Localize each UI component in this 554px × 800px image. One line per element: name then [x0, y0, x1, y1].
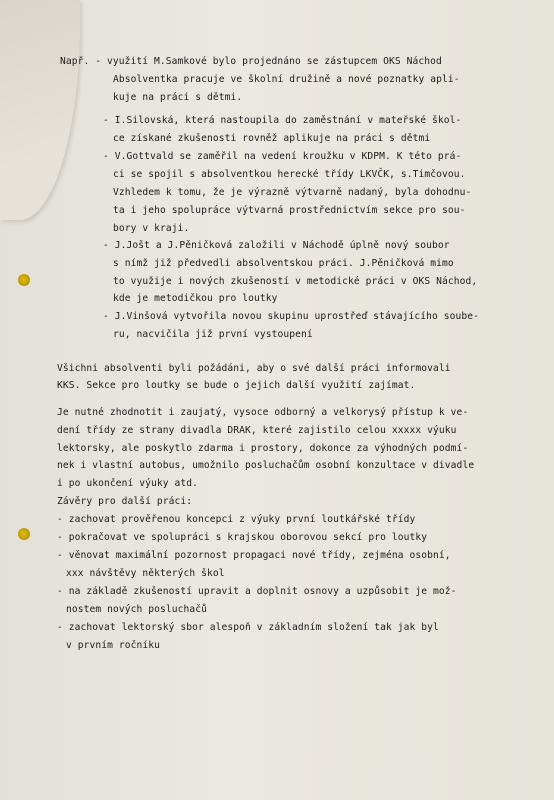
- text-line: - zachovat lektorský sbor alespoň v základním složení tak jak byl: [57, 622, 439, 633]
- text-line: to využije i nových zkušeností v metodické práci v OKS Náchod,: [113, 276, 478, 287]
- text-line: ci se spojil s absolventkou herecké třídy LKVČK, s.Timčovou.: [113, 169, 466, 180]
- text-line: v prvním ročníku: [66, 640, 161, 651]
- text-line: nostem nových posluchačů: [66, 604, 208, 615]
- text-line: s nímž již předvedli absolventskou práci. J.Pěničková mimo: [113, 258, 454, 269]
- text-line: - V.Gottvald se zaměřil na vedení kroužku v KDPM. K této prá-: [103, 151, 462, 162]
- text-line: - I.Silovská, která nastoupila do zaměstnání v mateřské škol-: [103, 115, 462, 126]
- text-line: Např. - využití M.Samkové bylo projednáno se zástupcem OKS Náchod: [60, 56, 442, 67]
- text-line: - zachovat prověřenou koncepci z výuky první loutkářské třídy: [57, 514, 416, 525]
- text-line: - J.Vinšová vytvořila novou skupinu uprostřeď stávajícího soube-: [103, 311, 480, 322]
- text-line: Všichni absolventi byli požádáni, aby o své další práci informovali: [57, 363, 451, 374]
- text-line: ta i jeho spolupráce výtvarná prostřednictvím sekce pro sou-: [113, 205, 466, 216]
- text-line: dení třídy ze strany divadla DRAK, které zajistilo celou xxxxx výuku: [57, 425, 457, 436]
- text-line: - J.Jošt a J.Pěničková založili v Náchodě úplně nový soubor: [103, 240, 450, 251]
- text-line: Vzhledem k tomu, že je výrazně výtvarně nadaný, byla dohodnu-: [113, 187, 472, 198]
- text-line: ce získané zkušenosti rovněž aplikuje na práci s dětmi: [113, 133, 431, 144]
- text-line: Je nutné zhodnotit i zaujatý, vysoce odborný a velkorysý přístup k ve-: [57, 407, 469, 418]
- text-line: ru, nacvičila již první vystoupení: [113, 329, 313, 340]
- text-line: - pokračovat ve spolupráci s krajskou oborovou sekcí pro loutky: [57, 532, 428, 543]
- text-line: kde je metodičkou pro loutky: [113, 293, 278, 304]
- text-line: lektorsky, ale poskytlo zdarma i prostory, dokonce za výhodných podmí-: [57, 443, 469, 454]
- text-line: KKS. Sekce pro loutky se bude o jejich další využití zajímat.: [57, 380, 416, 391]
- text-line: - na základě zkušeností upravit a doplnit osnovy a uzpůsobit je mož-: [57, 586, 457, 597]
- text-line: i po ukončení výuky atd.: [57, 478, 199, 489]
- text-line: xxx návštěvy některých škol: [66, 568, 225, 579]
- text-line: Absolventka pracuje ve školní družině a nové poznatky apli-: [113, 74, 460, 85]
- text-line: nek i vlastní autobus, umožnilo posluchačům osobní konzultace v divadle: [57, 460, 475, 471]
- text-line: - věnovat maximální pozornost propagaci nové třídy, zejména osobní,: [57, 550, 451, 561]
- text-line: Závěry pro další práci:: [57, 496, 193, 507]
- text-line: kuje na práci s dětmi.: [113, 92, 243, 103]
- text-line: bory v kraji.: [113, 223, 190, 234]
